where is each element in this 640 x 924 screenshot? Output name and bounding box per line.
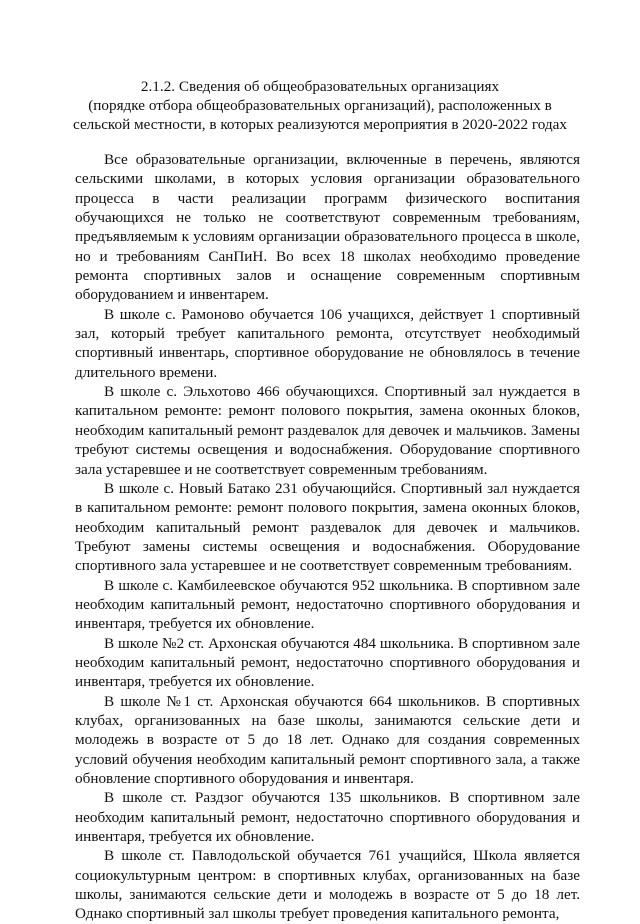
heading-line-3: сельской местности, в которых реализуются мероприятия в 2020-2022 годах [73, 116, 567, 133]
section-heading [60, 77, 580, 134]
paragraph-razdzog: В школе ст. Раздзог обучаются 135 школьников. В спортивном зале необходим капитальный ремонт, недостаточно спортивного оборудования и инвентаря, требуется их обновление. [75, 789, 580, 846]
paragraph-ramonovo: В школе с. Рамоново обучается 106 учащихся, действует 1 спортивный зал, который требует капитального ремонта, отсутствует необходимый спортивный инвентарь, спортивное оборудование не обновлялось в течение длительного времени. [75, 305, 580, 381]
body-text [75, 150, 580, 924]
paragraph-arkhonskaya-1: В школе №1 ст. Архонская обучаются 664 школьников. В спортивных клубах, организованных на базе школы, занимаются сельские дети и молодежь в возрасте от 5 до 18 лет. Однако для создания современных условий обучения необходим капитальный ремонт спортивного зала, а также обновление спортивного оборудования и инвентаря. [75, 692, 580, 787]
paragraph-novyi-batako: В школе с. Новый Батако 231 обучающийся. Спортивный зал нуждается в капитальном ремонте: ремонт полового покрытия, замена оконных блоков, необходим капитальный ремонт раздевалок для девочек и мальчиков. Требуют замены системы освещения и водоснабжения. Оборудование спортивного зала устаревшее и не соответствует современным требованиям. [75, 479, 580, 575]
paragraph-overview: Все образовательные организации, включенные в перечень, являются сельскими школами, в которых условия организации образовательного процесса в части реализации программ физического воспитания обучающихся не только не соответствуют современным требованиям, предъявляемым к условиям организации образовательного процесса в школе, но и требованиям СанПиН. Во всех 18 школах необходимо проведение ремонта спортивных залов и оснащение современным спортивным оборудованием и инвентарем. [75, 151, 580, 304]
heading-line-2: (порядке отбора общеобразовательных организаций), расположенных в [88, 97, 552, 114]
paragraph-arkhonskaya-2: В школе №2 ст. Архонская обучаются 484 школьника. В спортивном зале необходим капитальный ремонт, недостаточно спортивного оборудования и инвентаря, требуется их обновление. [75, 634, 580, 691]
paragraph-kambileevskoe: В школе с. Камбилеевское обучаются 952 школьника. В спортивном зале необходим капитальный ремонт, недостаточно спортивного оборудования и инвентаря, требуется их обновление. [75, 576, 580, 633]
heading-line-1: 2.1.2. Сведения об общеобразовательных организациях [140, 78, 500, 95]
paragraph-elkhotovo: В школе с. Эльхотово 466 обучающихся. Спортивный зал нуждается в капитальном ремонте: ремонт полового покрытия, замена оконных блоков, необходим капитальный ремонт раздевалок для девочек и мальчиков. Замены требуют системы освещения и водоснабжения. Оборудование спортивного зала устаревшее и не соответствует современным требованиям. [75, 383, 580, 478]
paragraph-pavlodolskaya: В школе ст. Павлодольской обучается 761 учащийся, Школа является социокультурным центром: в спортивных клубах, организованных на базе школы, занимаются сельские дети и молодежь в возрасте от 5 до 18 лет. Однако спортивный зал школы требует проведения капитального ремонта, [75, 847, 580, 923]
